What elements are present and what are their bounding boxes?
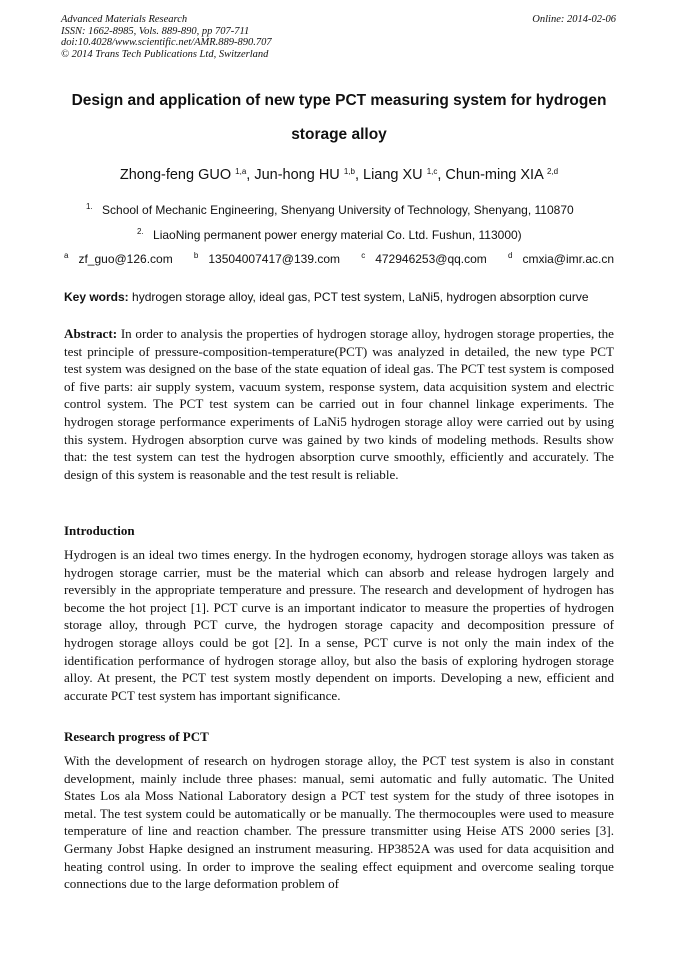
author-sup: 1,c (426, 167, 438, 176)
email-address[interactable]: zf_guo@126.com (78, 252, 173, 266)
copyright: © 2014 Trans Tech Publications Ltd, Switzerland (61, 48, 269, 60)
keywords (64, 290, 624, 304)
email-list (64, 252, 614, 266)
introduction-heading: Introduction (64, 523, 135, 538)
author-name: Jun-hong HU (254, 167, 340, 183)
author-list: Zhong-feng GUO $^{1,a}$, Jun-hong HU $^{1,b}$, Liang XU $^{1,c}$, Chun-ming XIA $^{2,d}$ (119, 167, 559, 183)
email-item (64, 252, 173, 266)
author-sup: 2,d (546, 167, 559, 176)
affiliation-1 (86, 203, 574, 217)
email-mark: b (193, 251, 199, 260)
research-heading: Research progress of PCT (64, 729, 209, 744)
author-name: Zhong-feng GUO (119, 167, 232, 183)
abstract-label: Abstract: (64, 326, 118, 341)
author-name: Liang XU (363, 167, 423, 183)
email-item (194, 252, 340, 266)
email-mark: a (64, 251, 69, 260)
introduction-paragraph: Hydrogen is an ideal two times energy. In the hydrogen economy, hydrogen storage alloys was taken as hydrogen storage carrier, must be the material which can absorb and release hydrogen largely and reversibly in the appropriate temperature and pressure. The research and development of hydrogen has become the hot project [1]. PCT curve is an important indicator to measure the properties of hydrogen storage alloy, through PCT curve, the hydrogen storage capacity and decomposition pressure of hydrogen storage alloys could be got [2]. In a sense, PCT curve is not only the main index of the identification performance of hydrogen storage alloy, but also the basis of exploring hydrogen storage alloy. At present, the PCT test system mostly dependent on imports. Developing a new, efficient and accurate PCT test system has important significance. (64, 547, 614, 703)
author-sup: 1,b (343, 167, 355, 176)
research-text (64, 752, 614, 893)
affiliation-text: School of Mechanic Engineering, Shenyang University of Technology, Shenyang, 110870 (102, 203, 574, 217)
journal-header (61, 14, 616, 60)
research-paragraph: With the development of research on hydrogen storage alloy, the PCT test system is also in constant development, mainly include three phases: manual, semi automatic and fully automatic. The United States Los ala Moss National Laboratory design a PCT test system for the study of three isotopes in metal. The test system could be automatically or be manually. The thermocouples were used to measure temperature of line and reaction chamber. The pressure transmitter using Heise ATS 2000 series [3]. Germany Jobst Hapke designed an instrument measuring. HP3852A was used for data acquisition and heating control using. In order to improve the sealing effect equipment and overcome sealing torque connections due to the large deformation problem of (64, 753, 614, 892)
email-address[interactable]: 13504007417@139.com (208, 252, 340, 266)
email-item (508, 252, 614, 266)
online-date: Online: 2014-02-06 (532, 14, 616, 25)
keywords-label: Key words: (64, 290, 129, 304)
email-address[interactable]: 472946253@qq.com (375, 252, 487, 266)
journal-name: Advanced Materials Research (61, 14, 188, 25)
affiliation-text: LiaoNing permanent power energy material Co. Ltd. Fushun, 113000) (153, 228, 522, 242)
paper-title-line2: storage alloy (291, 126, 387, 143)
introduction-text (64, 546, 614, 704)
affiliation-mark: 1. (86, 202, 93, 211)
affiliation-mark: 2. (137, 227, 144, 236)
email-item (361, 252, 487, 266)
keywords-text: hydrogen storage alloy, ideal gas, PCT test system, LaNi5, hydrogen absorption curve (132, 290, 589, 304)
author-sup: 1,a (235, 167, 247, 176)
issn: ISSN: 1662-8985, Vols. 889-890, pp 707-711 (61, 25, 250, 37)
abstract-text: In order to analysis the properties of hydrogen storage alloy, hydrogen storage properties, the test principle of pressure-composition-temperature(PCT) was analyzed in detailed, the new type PCT test system was designed on the base of the state equation of ideal gas. The PCT test system is composed of five parts: air supply system, vacuum system, response system, data acquisition system and electric control system. The PCT test system can be carried out in four channel linkage experiments. The hydrogen storage performance experiments of LaNi5 hydrogen storage alloy were carried out by using this system. Hydrogen absorption curve was gained by two kinds of modeling methods. Results show that: the test system can test the hydrogen absorption curve smoothly, efficiently and accurately. The design of this system is reasonable and the test result is reliable. (64, 326, 614, 482)
affiliation-2 (137, 228, 522, 242)
paper-title-line1: Design and application of new type PCT measuring system for hydrogen (71, 92, 607, 109)
author-name: Chun-ming XIA (445, 167, 543, 183)
doi: doi:10.4028/www.scientific.net/AMR.889-890.707 (61, 37, 272, 48)
email-mark: c (361, 251, 366, 260)
email-address[interactable]: cmxia@imr.ac.cn (522, 252, 614, 266)
abstract (64, 325, 614, 483)
email-mark: d (508, 251, 513, 260)
